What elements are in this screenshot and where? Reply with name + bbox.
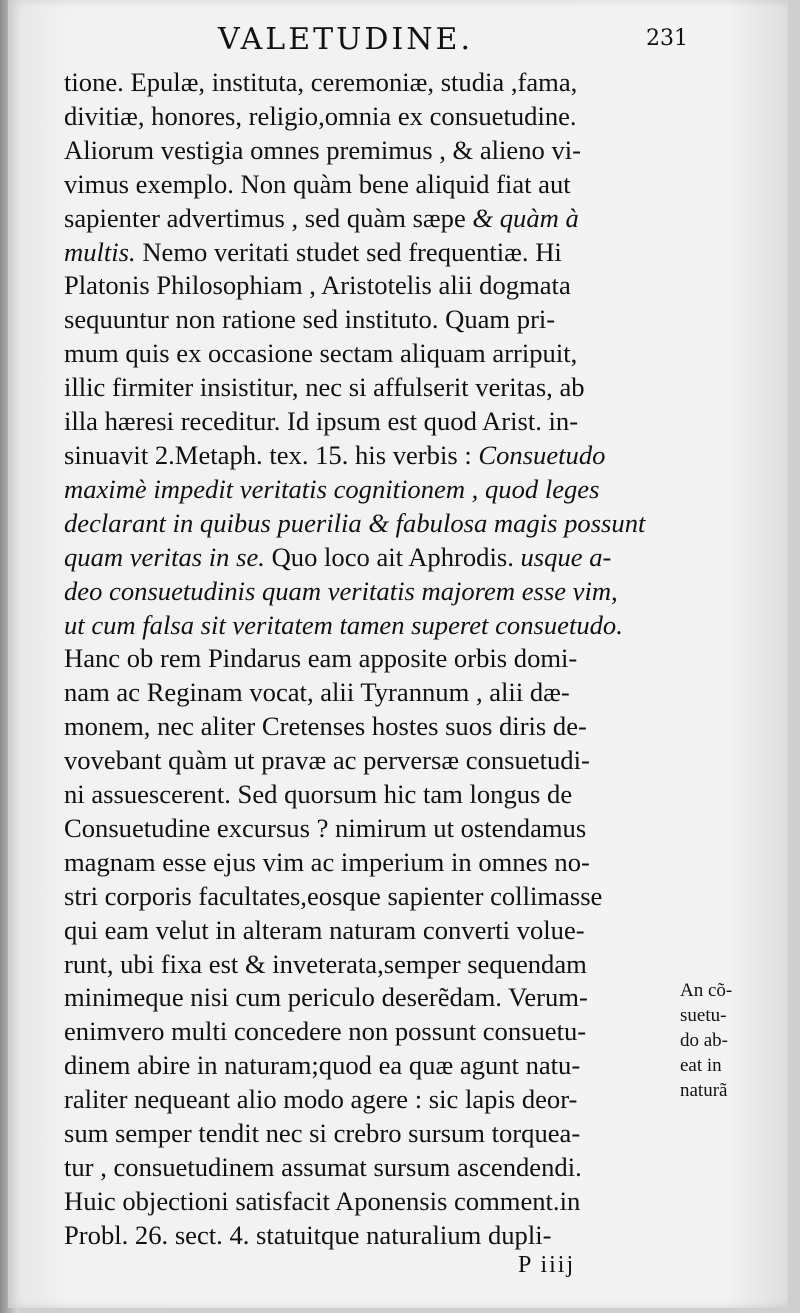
margin-note-line: suetu- (680, 1005, 727, 1026)
text-run: illic firmiter insistitur, nec si affulserit veritas, ab (64, 372, 585, 403)
text-line (64, 1151, 670, 1185)
text-line (64, 778, 670, 812)
italic-run: deo consuetudinis quam veritatis majorem esse vim, (64, 575, 618, 606)
text-run: vimus exemplo. Non quàm bene aliquid fiat aut (64, 168, 571, 199)
text-run: nam ac Reginam vocat, alii Tyrannum , alii dæ- (64, 677, 570, 708)
text-line (64, 269, 670, 303)
text-run: enimvero multi concedere non possunt consuetu- (64, 1016, 587, 1047)
page-number: 231 (646, 26, 688, 51)
text-line (64, 1083, 670, 1117)
italic-run: multis. (64, 236, 136, 267)
text-line (64, 914, 670, 948)
text-line (64, 168, 670, 202)
text-run: tur , consuetudinem assumat sursum ascendendi. (64, 1152, 582, 1182)
text-run: Consuetudine excursus ? nimirum ut ostendamus (64, 812, 587, 843)
text-line (64, 405, 670, 439)
text-run: Hanc ob rem Pindarus eam apposite orbis domi- (64, 643, 578, 674)
text-run: monem, nec aliter Cretenses hostes suos diris de- (64, 711, 587, 742)
margin-note (680, 978, 770, 1103)
text-line (64, 744, 670, 778)
italic-run: usque a- (520, 541, 612, 572)
text-line (64, 846, 670, 880)
text-line (64, 710, 670, 744)
text-line (64, 202, 670, 236)
running-header (218, 22, 688, 62)
text-line (64, 948, 670, 982)
text-run: sum semper tendit nec si crebro sursum torquea- (64, 1118, 581, 1149)
text-run: divitiæ, honores, religio,omnia ex consuetudine. (64, 100, 577, 131)
text-line (64, 507, 670, 541)
text-line (64, 812, 670, 846)
italic-run: ut cum falsa sit veritatem tamen superet consuetudo. (64, 609, 623, 640)
text-line (64, 1117, 670, 1151)
margin-note-line: eat in (680, 1055, 722, 1076)
text-line (64, 880, 670, 914)
text-run: Huic objectioni satisfacit Aponensis comment.in (64, 1185, 581, 1216)
text-line (64, 541, 670, 575)
text-run: sinuavit 2.Metaph. tex. 15. his verbis : (64, 439, 479, 470)
text-run: tione. Epulæ, instituta, ceremoniæ, studia ,fama, (64, 67, 578, 97)
text-run: dinem abire in naturam;quod ea quæ agunt natu- (64, 1050, 581, 1081)
text-line (64, 676, 670, 710)
margin-note-line: An cõ- (680, 980, 733, 1001)
italic-run: declarant in quibus puerilia & fabulosa magis possunt (64, 507, 646, 538)
text-line (64, 1185, 670, 1219)
running-title: VALETUDINE. (218, 22, 473, 57)
text-run: mum quis ex occasione sectam aliquam arripuit, (64, 338, 578, 369)
text-run: vovebant quàm ut pravæ ac perversæ consuetudi- (64, 745, 590, 776)
text-line (64, 1219, 670, 1253)
text-line (64, 439, 670, 473)
text-run: Aliorum vestigia omnes premimus , & alieno vi- (64, 134, 582, 165)
text-line (64, 100, 670, 134)
text-run: stri corporis facultates,eosque sapienter collimasse (64, 880, 603, 911)
text-line (64, 1015, 670, 1049)
italic-run: quam veritas in se. (64, 541, 265, 572)
text-run: Platonis Philosophiam , Aristotelis alii dogmata (64, 270, 571, 301)
text-line (64, 575, 670, 609)
text-run: sequuntur non ratione sed instituto. Quam pri- (64, 304, 556, 335)
text-line (64, 66, 670, 100)
italic-run: maximè impedit veritatis cognitionem , quod leges (64, 473, 600, 504)
text-run: ni assuescerent. Sed quorsum hic tam longus de (64, 779, 573, 810)
body-text (64, 66, 670, 1253)
text-line (64, 303, 670, 337)
text-run: sapienter advertimus , sed quàm sæpe (64, 202, 473, 233)
text-run: illa hæresi receditur. Id ipsum est quod Arist. in- (64, 406, 579, 437)
signature-mark: P iiij (518, 1252, 576, 1278)
margin-note-line: do ab- (680, 1030, 729, 1051)
italic-run: Consuetudo (478, 439, 606, 470)
italic-run: & quàm à (472, 202, 579, 233)
text-line (64, 337, 670, 371)
book-page (8, 0, 788, 1308)
text-run: Quo loco ait Aphrodis. (264, 541, 521, 572)
text-run: magnam esse ejus vim ac imperium in omnes no- (64, 846, 590, 877)
text-line (64, 642, 670, 676)
text-line (64, 371, 670, 405)
margin-note-line: naturã (680, 1080, 728, 1101)
text-run: runt, ubi fixa est & inveterata,semper sequendam (64, 948, 587, 979)
text-line (64, 473, 670, 507)
text-line (64, 134, 670, 168)
text-line (64, 236, 670, 270)
text-run: raliter nequeant alio modo agere : sic lapis deor- (64, 1084, 578, 1115)
text-run: minimeque nisi cum periculo deserẽdam. Verum- (64, 982, 588, 1013)
text-run: Probl. 26. sect. 4. statuitque naturalium dupli- (64, 1219, 552, 1250)
text-line (64, 981, 670, 1015)
text-run: qui eam velut in alteram naturam converti volue- (64, 914, 585, 945)
text-line (64, 609, 670, 643)
text-line (64, 1049, 670, 1083)
text-run: Nemo veritati studet sed frequentiæ. Hi (135, 236, 562, 267)
